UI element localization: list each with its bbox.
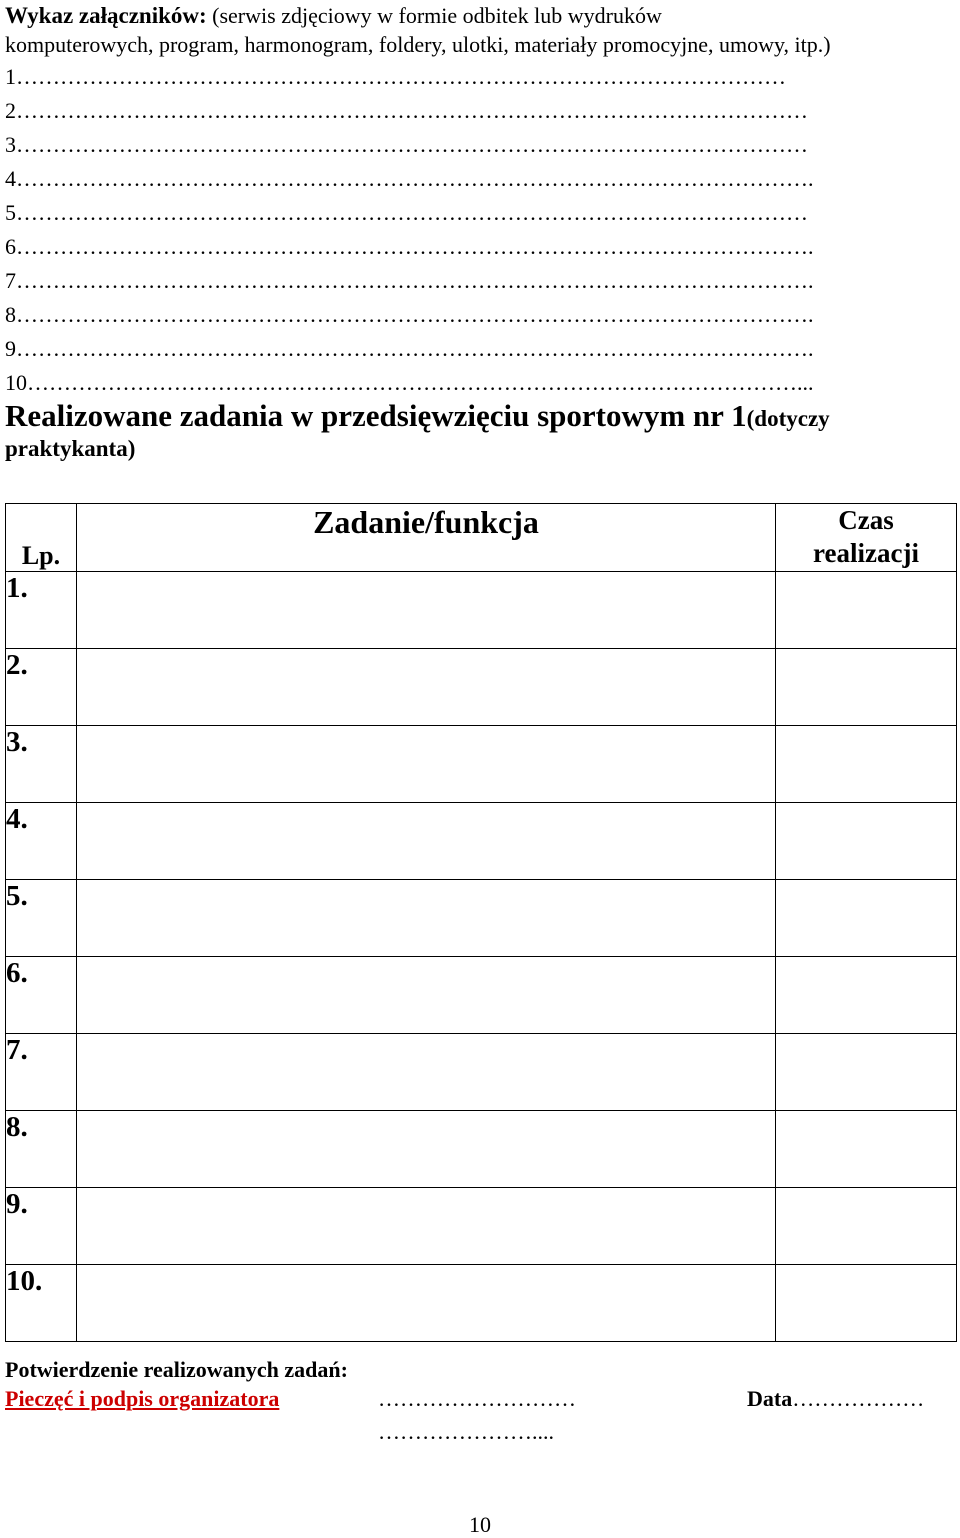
header-task: Zadanie/funkcja (77, 504, 776, 572)
table-row (6, 803, 957, 880)
list-item: 5……………………………………………………………………………………………… (5, 200, 808, 225)
task-cell[interactable] (77, 572, 776, 649)
list-item: 1…………………………………………………………………………………………… (5, 64, 786, 89)
task-cell[interactable] (77, 880, 776, 957)
row-number: 9. (6, 1188, 77, 1265)
table-row (6, 572, 957, 649)
attachments-description-line2: komputerowych, program, harmonogram, foldery, ulotki, materiały promocyjne, umowy, itp.) (5, 32, 831, 57)
table-row (6, 880, 957, 957)
list-item: 2……………………………………………………………………………………………… (5, 98, 808, 123)
stamp-signature-label: Pieczęć i podpis organizatora (5, 1386, 280, 1411)
row-number: 8. (6, 1111, 77, 1188)
header-time-line2: realizacji (813, 538, 919, 568)
table-row (6, 957, 957, 1034)
attachments-heading (5, 2, 662, 30)
date-field[interactable] (747, 1385, 924, 1413)
task-cell[interactable] (77, 1111, 776, 1188)
section-title-text: Realizowane zadania w przedsięwzięciu sportowym nr 1 (5, 398, 747, 433)
list-item: 7………………………………………………………………………………………………. (5, 268, 814, 293)
header-time (776, 504, 957, 572)
row-number: 4. (6, 803, 77, 880)
date-dots: ……………… (792, 1386, 925, 1411)
list-item: 4………………………………………………………………………………………………. (5, 166, 814, 191)
row-number: 1. (6, 572, 77, 649)
signature-field[interactable]: ……………………… (378, 1386, 576, 1411)
task-cell[interactable] (77, 726, 776, 803)
table-row (6, 726, 957, 803)
task-cell[interactable] (77, 649, 776, 726)
section-note: (dotyczy (746, 406, 830, 431)
row-number: 3. (6, 726, 77, 803)
time-cell[interactable] (776, 880, 957, 957)
time-cell[interactable] (776, 1265, 957, 1342)
task-cell[interactable] (77, 803, 776, 880)
table-row (6, 1265, 957, 1342)
time-cell[interactable] (776, 803, 957, 880)
signature-field-line2[interactable]: ………………….... (378, 1419, 554, 1444)
row-number: 10. (6, 1265, 77, 1342)
section-title (5, 398, 830, 437)
task-cell[interactable] (77, 1034, 776, 1111)
row-number: 2. (6, 649, 77, 726)
row-number: 5. (6, 880, 77, 957)
time-cell[interactable] (776, 1111, 957, 1188)
table-row (6, 1188, 957, 1265)
task-cell[interactable] (77, 1188, 776, 1265)
time-cell[interactable] (776, 649, 957, 726)
tasks-table (5, 503, 957, 1342)
table-header-row (6, 504, 957, 572)
table-row (6, 1034, 957, 1111)
row-number: 7. (6, 1034, 77, 1111)
attachments-title: Wykaz załączników: (5, 3, 207, 28)
row-number: 6. (6, 957, 77, 1034)
list-item: 8………………………………………………………………………………………………. (5, 302, 814, 327)
time-cell[interactable] (776, 957, 957, 1034)
task-cell[interactable] (77, 957, 776, 1034)
time-cell[interactable] (776, 726, 957, 803)
task-cell[interactable] (77, 1265, 776, 1342)
header-lp: Lp. (6, 504, 77, 572)
list-item: 6………………………………………………………………………………………………. (5, 234, 814, 259)
page-number: 10 (469, 1512, 491, 1537)
section-note-line2: praktykanta) (5, 436, 136, 461)
table-row (6, 1111, 957, 1188)
time-cell[interactable] (776, 1034, 957, 1111)
header-time-line1: Czas (838, 505, 894, 535)
list-item: 10……………………………………………………………………………………………... (5, 370, 814, 395)
time-cell[interactable] (776, 572, 957, 649)
attachments-description-line1: (serwis zdjęciowy w formie odbitek lub wydruków (206, 3, 662, 28)
date-label: Data (747, 1386, 793, 1411)
table-row (6, 649, 957, 726)
list-item: 9………………………………………………………………………………………………. (5, 336, 814, 361)
attachments-list (5, 62, 940, 402)
time-cell[interactable] (776, 1188, 957, 1265)
list-item: 3……………………………………………………………………………………………… (5, 132, 808, 157)
confirm-label: Potwierdzenie realizowanych zadań: (5, 1357, 348, 1382)
